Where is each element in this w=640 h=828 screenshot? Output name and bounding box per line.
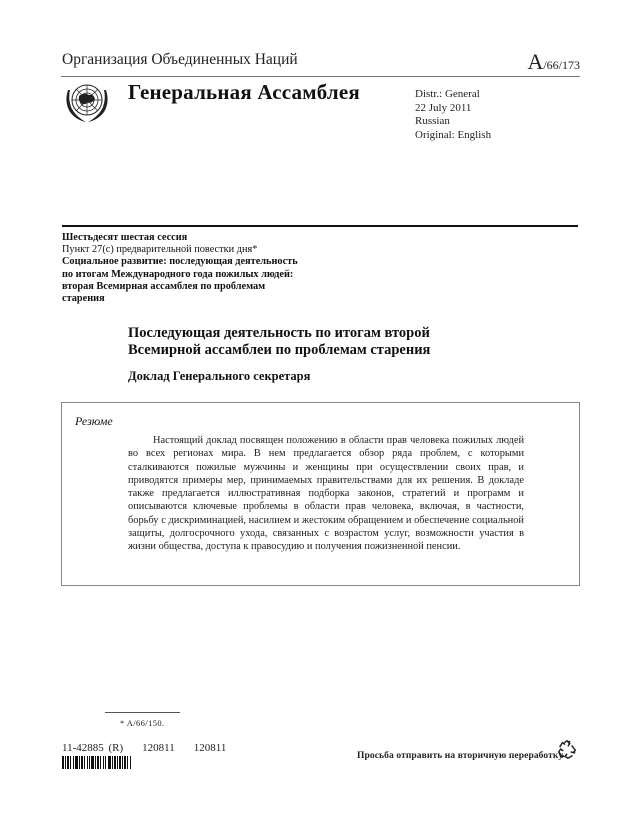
job-number: 11-42885 (R) 120811 120811: [62, 742, 227, 754]
header-divider: [61, 76, 580, 77]
session: Шестьдесят шестая сессия: [62, 232, 188, 243]
symbol-suffix: /66/173: [543, 58, 580, 72]
language: Russian: [415, 115, 450, 127]
agenda-subject-line: по итогам Международного года пожилых людей:: [62, 268, 294, 280]
footnote: * A/66/150.: [120, 718, 165, 728]
report-title: Доклад Генерального секретаря: [128, 369, 311, 383]
agenda-subject-line: старения: [62, 293, 105, 305]
document-title-line: Всемирной ассамблеи по проблемам старения: [128, 342, 431, 358]
barcode-bar: [131, 756, 132, 769]
agenda-subject-line: Социальное развитие: последующая деятельность: [62, 256, 298, 268]
un-emblem-icon: [62, 80, 112, 124]
recycle-icon: [556, 739, 578, 761]
body-title: Генеральная Ассамблея: [128, 80, 360, 104]
footnote-rule: [105, 712, 180, 713]
original-language: Original: English: [415, 128, 492, 141]
document-metadata: [415, 88, 491, 142]
agenda-block: [62, 232, 352, 305]
distribution: Distr.: General: [415, 88, 480, 100]
summary-text: Настоящий доклад посвящен положению в области прав человека пожилых людей во всех регионах мира. В нем предлагается обзор ряда проблем, с которыми сталкиваются пожилые мужчины и женщины при осуществлении своих прав, и приводятся примеры мер, принимаемых правительствами для их решения. В докладе также предлагается иллюстративная подборка законов, стратегий и программ и описываются ключевые проблемы в области прав человека, включая, в частности, борьбу с дискриминацией, насилием и жестоким обращением и обеспечение социальной защиты, долгосрочного ухода, связанных с возрастом услуг, возможности участия в жизни общества, доступа к правосудию и получения пожизненной пенсии.: [128, 435, 524, 553]
agenda-item: Пункт 27(c) предварительной повестки дня*: [62, 244, 258, 256]
barcode-icon: [62, 756, 168, 769]
agenda-subject-line: вторая Всемирная ассамблея по проблемам: [62, 280, 266, 292]
summary-label: Резюме: [75, 414, 113, 428]
organization-name: Организация Объединенных Наций: [62, 51, 298, 68]
document-title: [128, 325, 430, 359]
document-symbol: [527, 49, 580, 75]
date: 22 July 2011: [415, 101, 472, 114]
section-divider: [62, 225, 578, 227]
symbol-prefix: A: [527, 49, 544, 74]
recycle-text: Просьба отправить на вторичную переработку: [357, 751, 564, 761]
document-title-line: Последующая деятельность по итогам второй: [128, 325, 430, 341]
